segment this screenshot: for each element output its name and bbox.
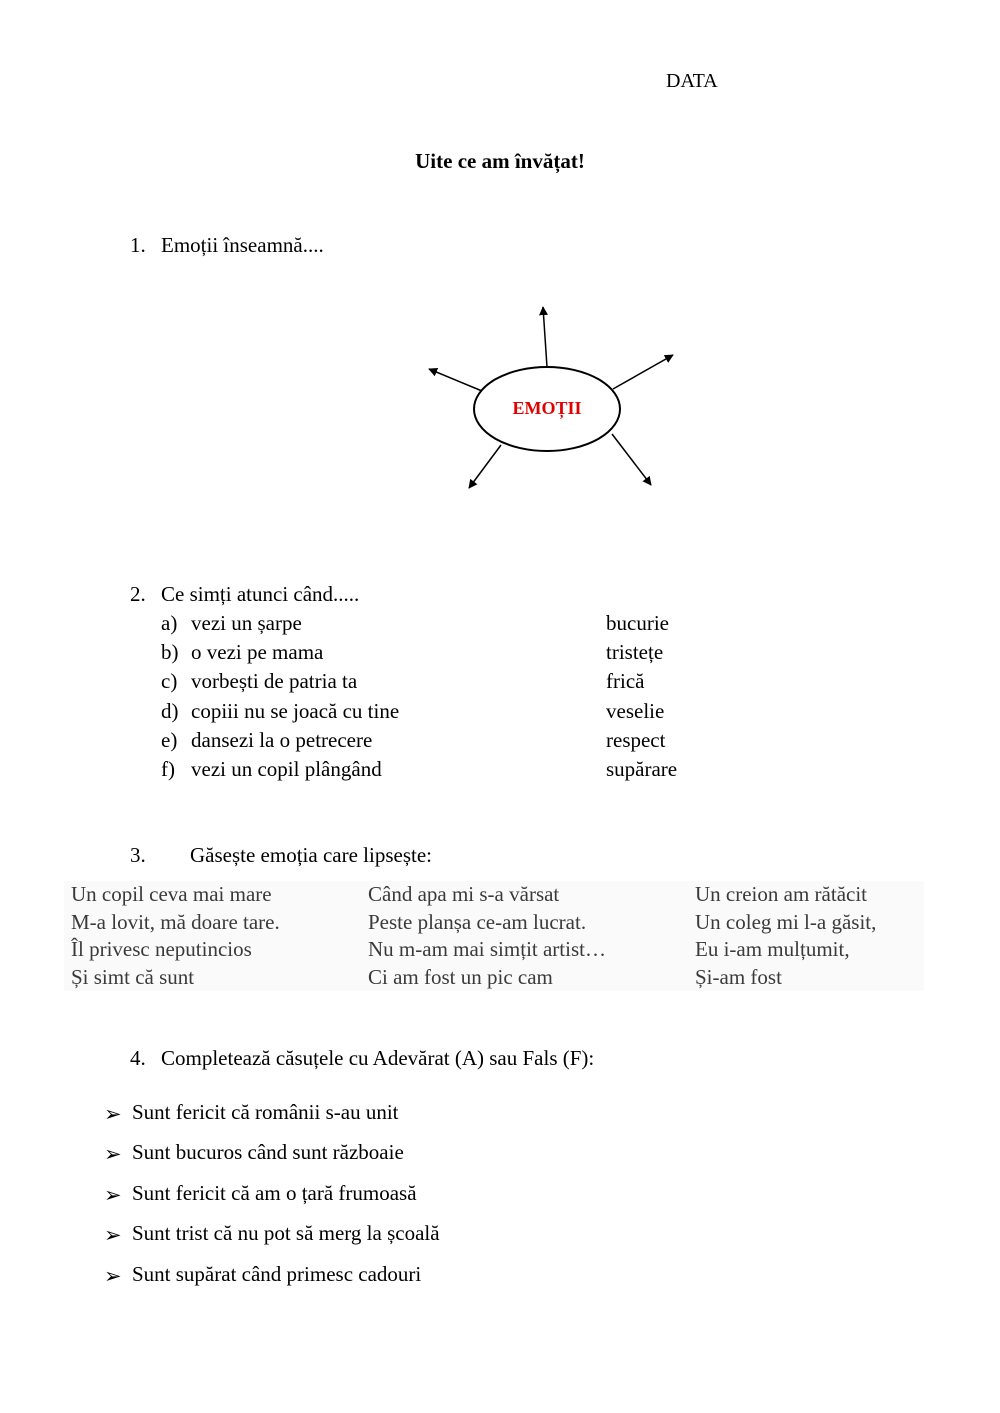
question-number: 1.: [130, 233, 146, 257]
poem-line: Când apa mi s-a vărsat: [368, 882, 560, 906]
arrow-down-left: [469, 445, 501, 488]
poem-line: Peste planșa ce-am lucrat.: [368, 909, 587, 934]
poem-line: M-a lovit, mă doare tare.: [71, 909, 280, 934]
item-letter: c): [161, 669, 178, 693]
question-text: Emoții înseamnă....: [161, 233, 324, 257]
statement-list: [104, 1100, 624, 1300]
item-letter: a): [161, 611, 178, 635]
arrow-up: [543, 307, 547, 367]
arrow-bullet-icon: ➢: [104, 1223, 122, 1247]
arrow-up-left: [429, 369, 482, 391]
item-text: dansezi la o petrecere: [191, 728, 373, 752]
list-item: [104, 1140, 624, 1180]
page-title: Uite ce am învățat!: [415, 149, 585, 173]
question-text: Ce simți atunci când.....: [161, 582, 360, 606]
statement-text: Sunt fericit că am o țară frumoasă: [132, 1181, 417, 1205]
statement-text: Sunt supărat când primesc cadouri: [132, 1262, 422, 1286]
matching-list: [161, 611, 721, 791]
list-item: [161, 699, 721, 728]
poem-line: Îl privesc neputincios: [71, 937, 252, 961]
list-item: [104, 1221, 624, 1261]
date-label: DATA: [666, 70, 718, 92]
list-item: [161, 757, 721, 786]
list-item: [161, 669, 721, 698]
arrow-bullet-icon: ➢: [104, 1142, 122, 1166]
poem-line: Eu i-am mulțumit,: [695, 937, 850, 961]
poem-line: Și simt că sunt: [71, 964, 195, 989]
poem-column: [695, 881, 876, 991]
emotion-option: frică: [606, 669, 645, 693]
poem-table: [64, 881, 924, 991]
statement-text: Sunt bucuros când sunt războaie: [132, 1140, 404, 1164]
poem-line: Nu m-am mai simțit artist…: [368, 937, 606, 961]
list-item: [104, 1100, 624, 1140]
emotion-option: veselie: [606, 699, 665, 723]
poem-line: Ci am fost un pic cam: [368, 964, 553, 989]
question-text: Completează căsuțele cu Adevărat (A) sau Fals (F):: [161, 1046, 595, 1070]
statement-text: Sunt trist că nu pot să merg la școală: [132, 1221, 440, 1245]
question-number: 3.: [130, 843, 146, 867]
list-item: [161, 640, 721, 669]
item-text: vezi un copil plângând: [191, 757, 382, 781]
emotion-option: tristețe: [606, 640, 664, 664]
arrow-bullet-icon: ➢: [104, 1264, 122, 1288]
item-letter: f): [161, 757, 175, 781]
item-text: vorbești de patria ta: [191, 669, 358, 693]
emotion-option: respect: [606, 728, 666, 752]
list-item: [161, 728, 721, 757]
item-text: vezi un șarpe: [191, 611, 302, 635]
emotion-option: bucurie: [606, 611, 669, 635]
question-number: 4.: [130, 1046, 146, 1070]
item-text: o vezi pe mama: [191, 640, 324, 664]
question-4: [130, 1046, 690, 1072]
arrow-bullet-icon: ➢: [104, 1183, 122, 1207]
list-item: [161, 611, 721, 640]
item-letter: b): [161, 640, 179, 664]
question-number: 2.: [130, 582, 146, 606]
arrow-down-right: [612, 434, 651, 485]
poem-column: [71, 881, 280, 991]
poem-line: Un coleg mi l-a găsit,: [695, 909, 877, 934]
poem-column: [368, 881, 606, 991]
item-text: copiii nu se joacă cu tine: [191, 699, 400, 723]
arrow-up-right: [613, 355, 673, 389]
arrow-bullet-icon: ➢: [104, 1102, 122, 1126]
question-2: [130, 582, 530, 608]
item-letter: e): [161, 728, 178, 752]
center-label: EMOȚII: [512, 398, 582, 418]
list-item: [104, 1262, 624, 1302]
item-letter: d): [161, 699, 179, 723]
emotion-option: supărare: [606, 757, 678, 781]
poem-line: Un creion am rătăcit: [695, 882, 867, 906]
poem-line: Și-am fost: [695, 964, 782, 989]
question-text: Găsește emoția care lipsește:: [190, 843, 432, 867]
question-3: [130, 843, 550, 869]
poem-line: Un copil ceva mai mare: [71, 882, 272, 906]
statement-text: Sunt fericit că românii s-au unit: [132, 1100, 399, 1124]
list-item: [104, 1181, 624, 1221]
